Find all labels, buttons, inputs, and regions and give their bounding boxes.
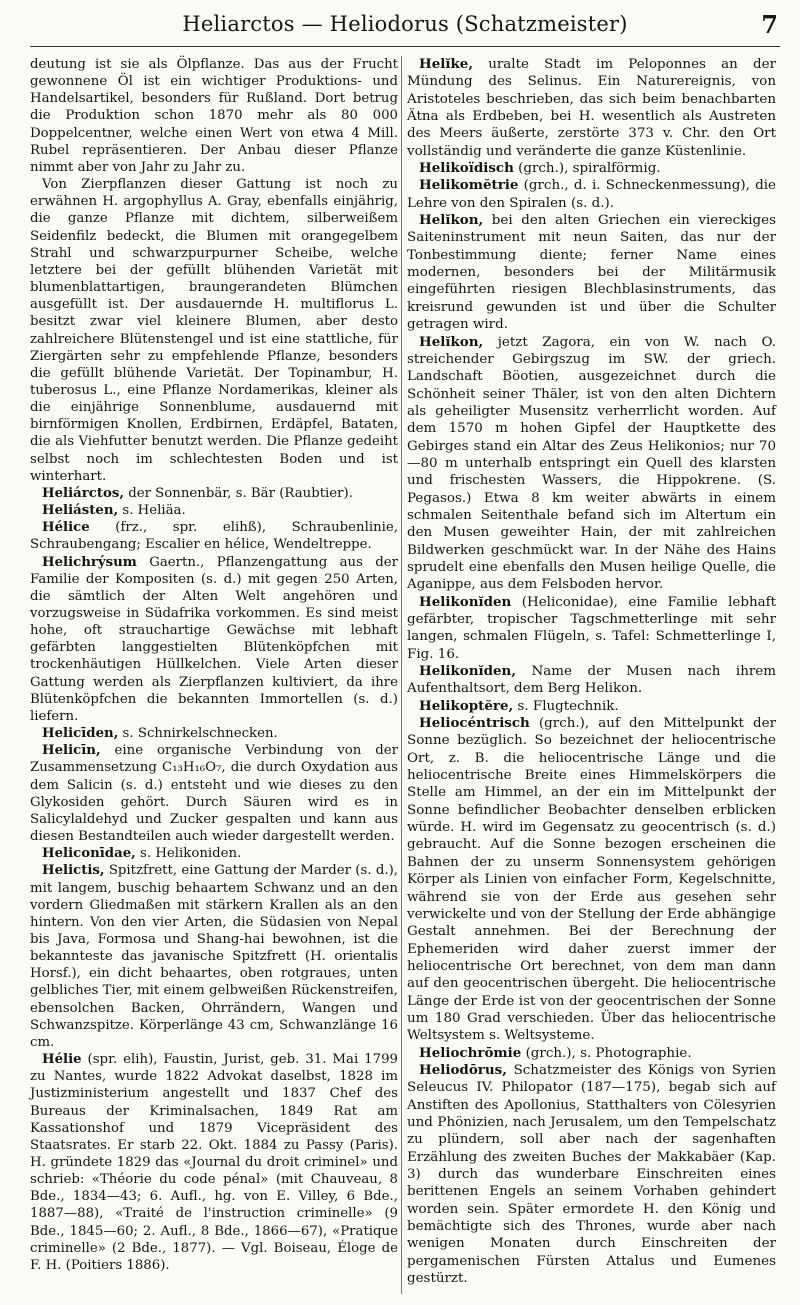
- dictionary-entry: [407, 160, 776, 177]
- entry-headword: Helicīden,: [42, 726, 119, 742]
- entry-text: (grch., d. i. Schneckenmessung), die Lehre von den Spiralen (s. d.).: [407, 178, 776, 211]
- entry-headword: Heliconīdae,: [42, 846, 136, 862]
- entry-text: (frz., spr. elihß), Schraubenlinie, Schraubengang; Escalier en hélice, Wendeltreppe.: [30, 520, 398, 553]
- page-number: 7: [761, 10, 778, 39]
- dictionary-entry: [30, 519, 398, 553]
- entry-text: Name der Musen nach ihrem Aufenthaltsort, dem Berg Helikon.: [407, 664, 776, 697]
- entry-headword: Helikonĭden,: [419, 663, 516, 680]
- entry-headword: Heliárctos,: [42, 485, 124, 501]
- right-column: [407, 56, 776, 1287]
- entry-text: (grch.), auf den Mittelpunkt der Sonne bezüglich. So bezeichnet der heliocentrische Ort, z. B. die heliocentrische Länge und die heliocentrische Breite eines Himmelskörpers die Stelle am Himmel, an der ein im Mittelpunkt der Sonne befindlicher Beobachter denselben erblicken würde. H. wird im Gegensatz zu geocentrisch (s. d.) gebraucht. Auf die Sonne bezogen erscheinen die Bahnen der zu unserm Sonnensystem gehörigen Körper als Linien von einfacher Form, Kegelschnitte, während sie von der Erde aus gesehen sehr verwickelte und von der Stellung der Erde abhängige Gestalt annehmen. Bei der Berechnung der Ephemeriden wird daher zuerst immer der heliocentrische Ort berechnet, von dem man dann auf den geocentrischen übergeht. Die heliocentrische Länge der Erde ist von der geocentrischen der Sonne um 180 Grad verschieden. Über das heliocentrische Weltsystem s. Weltsysteme.: [407, 716, 776, 1044]
- dictionary-entry: [30, 725, 398, 742]
- entry-text: jetzt Zagora, ein von W. nach O. streichender Gebirgszug im SW. der griech. Landschaft Böotien, ausgezeichnet durch die Schönheit seiner Thäler, ist von den alten Dichtern als geheiligter Musensitz verherrlicht worden. Auf dem 1570 m hohen Gipfel der Hauptkette des Gebirges stand ein Altar des Zeus Helikonios; nur 70—80 m unterhalb entspringt ein Quell des klarsten und frischesten Wassers, die Hippokrene. (S. Pegasos.) Etwa 8 km weiter abwärts in einem schmalen Seitenthale befand sich im Altertum ein den Musen geweihter Hain, der mit zahlreichen Bildwerken geschmückt war. In der Nähe des Hains sprudelt eine ebenfalls den Musen heilige Quelle, die Aganippe, aus dem Felsboden hervor.: [407, 334, 776, 593]
- entry-headword: Helictis,: [42, 863, 105, 879]
- dictionary-entry: [30, 845, 398, 862]
- entry-headword: Helĭkon,: [419, 333, 484, 350]
- header-rule: [30, 46, 780, 47]
- entry-text: Spitzfrett, eine Gattung der Marder (s. d.), mit langem, buschig behaartem Schwanz und an den vordern Gliedmaßen mit stärkern Krallen als an den hintern. Von den vier Arten, die Südasien von Nepal bis Java, Formosa und Shang-hai bewohnen, ist die bekannteste das javanische Spitzfrett (H. orientalis Horsf.), ein dicht behaartes, oben rotgraues, unten gelbliches Tier, mit einem gelbweißen Rückenstreifen, ebensolchen Backen, Ohrrändern, Wangen und Schwanzspitze. Körperlänge 43 cm, Schwanzlänge 16 cm.: [30, 863, 398, 1050]
- column-divider: [401, 56, 402, 1294]
- entry-text: (grch.), spiralförmig.: [513, 161, 661, 177]
- left-column: [30, 56, 398, 1274]
- entry-text: s. Helikoniden.: [135, 846, 242, 862]
- entry-text: (spr. elih), Faustin, Jurist, geb. 31. Mai 1799 zu Nantes, wurde 1822 Advokat daselbst, 1828 im Justizministerium angestellt und 1837 Chef des Bureaus der Kriminalsachen, 1849 Rat am Kassationshof und 1879 Vicepräsident des Staatsrates. Er starb 22. Okt. 1884 zu Passy (Paris). H. gründete 1829 das «Journal du droit criminel» und schrieb: «Théorie du code pénal» (mit Chauveau, 8 Bde., 1834—43; 6. Aufl., hg. von E. Villey, 6 Bde., 1887—88), «Traité de l'instruction criminelle» (9 Bde., 1845—60; 2. Aufl., 8 Bde., 1866—67), «Pratique criminelle» (2 Bde., 1877). — Vgl. Boiseau, Éloge de F. H. (Poitiers 1886).: [30, 1052, 398, 1273]
- entry-text: (Heliconidae), eine Familie lebhaft gefärbter, tropischer Tagschmetterlinge mit sehr langen, schmalen Flügeln, s. Tafel: Schmetterlinge I, Fig. 16.: [407, 594, 776, 662]
- dictionary-entry: [407, 594, 776, 663]
- dictionary-entry: [407, 56, 776, 160]
- dictionary-entry: [30, 56, 398, 176]
- entry-text: bei den alten Griechen ein viereckiges Saiteninstrument mit neun Saiten, das nur der Tonbestimmung diente; ferner Name eines modernen, besonders bei der Militärmusik eingeführten riesigen Blechblasinstruments, das kreisrund gewunden ist und über die Schulter getragen wird.: [407, 213, 776, 333]
- entry-headword: Helikonĭden: [419, 593, 512, 610]
- entry-headword: Helikoïdisch: [419, 160, 514, 177]
- dictionary-entry: [30, 554, 398, 726]
- dictionary-entry: [407, 334, 776, 594]
- entry-headword: Heliocéntrisch: [419, 715, 530, 732]
- entry-headword: Hélie: [42, 1052, 82, 1068]
- entry-text: deutung ist sie als Ölpflanze. Das aus der Frucht gewonnene Öl ist ein wichtiger Produktions- und Handelsartikel, besonders für Rußland. Dort betrug die Produktion schon 1870 mehr als 80 000 Doppelcentner, welche einen Wert von etwa 4 Mill. Rubel repräsentieren. Der Anbau dieser Pflanze nimmt aber von Jahr zu Jahr zu.: [30, 57, 398, 175]
- dictionary-entry: [407, 715, 776, 1045]
- entry-text: eine organische Verbindung von der Zusammensetzung C₁₃H₁₆O₇, die durch Oxydation aus dem Salicin (s. d.) entsteht und wie dieses zu den Glykosiden gehört. Durch Säuren wird es in Salicylaldehyd und Zucker gespalten und kann aus diesen Bestandteilen auch wieder dargestellt werden.: [30, 743, 398, 845]
- entry-headword: Heliodōrus,: [419, 1061, 507, 1078]
- entry-text: (grch.), s. Photographie.: [521, 1045, 692, 1061]
- entry-text: Schatzmeister des Königs von Syrien Seleucus IV. Philopator (187—175), begab sich auf Anstiften des Apollonius, Statthalters von Cölesyrien und Phönizien, nach Jerusalem, um den Tempelschatz zu plündern, soll aber nach der sagenhaften Erzählung des zweiten Buches der Makkabäer (Kap. 3) durch das wunderbare Einschreiten eines berittenen Engels an seinem Vorhaben gehindert worden sein. Später ermordete H. den König und bemächtigte sich des Thrones, wurde aber nach wenigen Monaten durch Einschreiten der pergamenischen Fürsten Attalus und Eumenes gestürzt.: [407, 1062, 776, 1287]
- dictionary-entry: [30, 485, 398, 502]
- entry-text: s. Schnirkelschnecken.: [118, 726, 278, 742]
- entry-headword: Hélice: [42, 520, 90, 536]
- dictionary-entry: [30, 176, 398, 485]
- dictionary-entry: [30, 862, 398, 1051]
- entry-text: s. Heliäa.: [118, 503, 186, 519]
- entry-text: Gaertn., Pflanzengattung aus der Familie der Kompositen (s. d.) mit gegen 250 Arten, die sämtlich der Alten Welt angehören und vorzugsweise in Südafrika vorkommen. Es sind meist hohe, oft strauchartige Gewächse mit lebhaft gefärbten langgestielten Blütenköpfchen mit trockenhäutigen Hüllkelchen. Viele Arten dieser Gattung werden als Zierpflanzen kultiviert, da ihre Blütenköpfchen die bekannten Immortellen (s. d.) liefern.: [30, 554, 398, 724]
- entry-text: der Sonnenbär, s. Bär (Raubtier).: [123, 485, 353, 501]
- entry-headword: Helichrýsum: [42, 554, 137, 570]
- entry-headword: Helikoptĕre,: [419, 697, 514, 714]
- entry-text: uralte Stadt im Peloponnes an der Mündung des Selinus. Ein Naturereignis, von Aristoteles beschrieben, das sich beim benachbarten Ätna als Erdbeben, bei H. wesentlich als Austreten des Meers äußerte, zerstörte 373 v. Chr. den Ort vollständig und veränderte die ganze Küstenlinie.: [407, 57, 776, 159]
- entry-headword: Heliásten,: [42, 503, 119, 519]
- dictionary-entry: [30, 742, 398, 845]
- entry-text: s. Flugtechnik.: [513, 698, 619, 714]
- entry-headword: Helĭkon,: [419, 212, 484, 229]
- dictionary-entry: [407, 1062, 776, 1287]
- dictionary-entry: [407, 1045, 776, 1062]
- entry-headword: Helicīn,: [42, 743, 101, 759]
- dictionary-entry: [407, 212, 776, 333]
- dictionary-entry: [407, 177, 776, 212]
- dictionary-entry: [30, 1051, 398, 1274]
- entry-text: Von Zierpflanzen dieser Gattung ist noch zu erwähnen H. argophyllus A. Gray, ebenfalls einjährig, die ganze Pflanze mit dichtem, silberweißem Seidenfilz bedeckt, die Blumen mit orangegelbem Strahl und schwarzpurpurner Scheibe, welche letztere bei der gefüllt blühenden Varietät mit blumenblattartigen, braungerandeten Blümchen ausgefüllt ist. Der ausdauernde H. multiflorus L. besitzt zwar viel kleinere Blumen, aber desto zahlreichere Blütenstengel und ist eine stattliche, für Ziergärten sehr zu empfehlende Pflanze, besonders die gefüllt blühende Varietät. Der Topinambur, H. tuberosus L., eine Pflanze Nordamerikas, kleiner als die einjährige Sonnenblume, ausdauernd mit birnförmigen Knollen, Erdbirnen, Erdäpfel, Bataten, die als Viehfutter benutzt werden. Die Pflanze gedeiht selbst noch im schlechtesten Boden und ist winterhart.: [30, 177, 398, 484]
- running-head: Heliarctos — Heliodorus (Schatzmeister): [182, 12, 628, 36]
- entry-headword: Heliochrōmie: [419, 1044, 522, 1061]
- entry-headword: Helĭke,: [419, 56, 473, 72]
- dictionary-entry: [30, 502, 398, 519]
- dictionary-entry: [407, 663, 776, 698]
- dictionary-entry: [407, 698, 776, 715]
- entry-headword: Helikomĕtrie: [419, 177, 519, 194]
- page-header: [30, 10, 780, 42]
